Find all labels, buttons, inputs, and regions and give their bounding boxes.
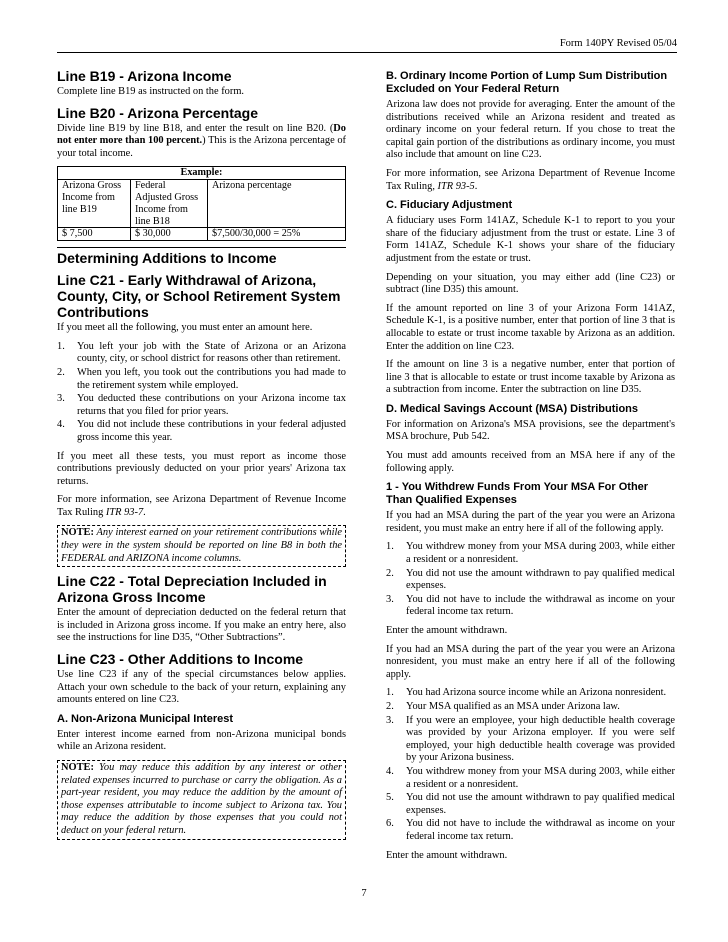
- heading-line-c23: Line C23 - Other Additions to Income: [57, 651, 304, 668]
- list-item: 3. You did not have to include the withdrawal as income on your federal income tax return.: [386, 593, 675, 618]
- example-header-fed-agi: Federal Adjusted Gross Income from line B18: [131, 180, 208, 228]
- text-c23: Use line C23 if any of the special circumstances below applies. Attach your own schedule to the back of your return, explaining any amounts entered on line C23.: [57, 669, 346, 706]
- text-c23-c-2: Depending on your situation, you may either add (line C23) or subtract (line D35) this amount.: [386, 271, 675, 296]
- text-msa-enter-2: Enter the amount withdrawn.: [386, 849, 508, 861]
- list-item: 1. You had Arizona source income while an Arizona nonresident.: [386, 687, 667, 699]
- example-value-az-gross: $ 7,500: [58, 228, 131, 241]
- heading-line-c22: Line C22 - Total Depreciation Included in Arizona Gross Income: [57, 573, 327, 606]
- text-msa-resident: If you had an MSA during the part of the year you were an Arizona resident, you must make an entry here if all of the following apply.: [386, 510, 675, 534]
- list-item: 2. You did not use the amount withdrawn to pay qualified medical expenses.: [386, 567, 675, 592]
- list-item: 5. You did not use the amount withdrawn to pay qualified medical expenses.: [386, 792, 675, 816]
- form-revision-header: Form 140PY Revised 05/04: [57, 38, 677, 53]
- list-item: 3. If you were an employee, your high deductible health coverage was provided by your Arizona employer. If you were self employed, your high deductible health coverage was provided by your Arizona business.: [386, 714, 675, 764]
- heading-determining-additions: Determining Additions to Income: [57, 247, 346, 266]
- note-c21-interest: NOTE: Any interest earned on your retirement contributions while they were in the system should be reported on line B8 in both the FEDERAL and ARIZONA income columns.: [57, 525, 346, 567]
- heading-line-b19: Line B19 - Arizona Income: [57, 68, 232, 84]
- list-item: 1. You left your job with the State of Arizona or an Arizona county, city, or school district for reasons other than retirement.: [57, 340, 346, 365]
- heading-c23-a: A. Non-Arizona Municipal Interest: [57, 712, 234, 725]
- list-item: 2. Your MSA qualified as an MSA under Arizona law.: [386, 700, 620, 712]
- text-c21-report: If you meet all these tests, you must report as income those contributions previously deducted on your prior years' Arizona tax returns.: [57, 450, 346, 487]
- text-c21-intro: If you meet all the following, you must enter an amount here.: [57, 322, 313, 334]
- text-c23-b-1: Arizona law does not provide for averaging. Enter the amount of the distributions received while an Arizona resident and treated as ordinary income on your federal return. If you chose to treat the capital gain portion of the distributions as ordinary income, you must also include that amount on line C23.: [386, 99, 675, 161]
- example-header-az-gross: Arizona Gross Income from line B19: [58, 180, 131, 228]
- list-item: 1. You withdrew money from your MSA during 2003, while either a resident or a nonresident.: [386, 541, 675, 566]
- example-header-az-percentage: Arizona percentage: [208, 180, 346, 228]
- list-c21-conditions: [57, 341, 346, 445]
- list-item: 4. You withdrew money from your MSA during 2003, while either a resident or a nonresident.: [386, 765, 675, 790]
- text-b20: Divide line B19 by line B18, and enter the result on line B20. (Do not enter more than 100 percent.) This is the Arizona percentage of your total income.: [57, 122, 346, 159]
- text-msa-nonresident: If you had an MSA during the part of the year you were an Arizona nonresident, you must make an entry here if all of the following apply.: [386, 643, 675, 680]
- note-c23-a: NOTE: You may reduce this addition by any interest or other related expenses incurred to purchase or carry the obligation. As a part-year resident, you may reduce the addition by the amount of those expenses attributable to income subject to Arizona tax. You may reduce the addition by those expenses that you could not deduct on your federal return.: [57, 760, 346, 840]
- page-number: 7: [361, 888, 367, 899]
- heading-c23-c: C. Fiduciary Adjustment: [386, 199, 513, 212]
- list-msa-nonresident: [386, 687, 675, 843]
- text-c23-a: Enter interest income earned from non-Arizona municipal bonds while an Arizona resident.: [57, 728, 346, 753]
- text-c23-c-3: If the amount reported on line 3 of your Arizona Form 141AZ, Schedule K-1, is a positive number, enter that portion of line 3 that is allocable to estate or trust income taxable by Arizona as an addition. Enter the addition on line C23.: [386, 302, 675, 352]
- list-item: 4. You did not include these contributions in your federal adjusted gross income this year.: [57, 419, 346, 443]
- heading-msa-withdrew: 1 - You Withdrew Funds From Your MSA For Other Than Qualified Expenses: [386, 481, 649, 507]
- example-value-az-percentage: $7,500/30,000 = 25%: [208, 228, 346, 241]
- text-c23-d-1: For information on Arizona's MSA provisions, see the department's MSA brochure, Pub 542.: [386, 418, 675, 443]
- left-column: [57, 62, 346, 846]
- text-c23-c-4: If the amount on line 3 is a negative number, enter that portion of line 3 that is allocable to estate or trust income taxable by Arizona as a subtraction from income. Enter the subtraction on line D35.: [386, 359, 675, 396]
- list-item: 3. You deducted these contributions on your Arizona income tax returns that you filed for prior years.: [57, 393, 346, 417]
- example-value-fed-agi: $ 30,000: [131, 228, 208, 241]
- list-item: 2. When you left, you took out the contributions you had made to the retirement system while employed.: [57, 366, 346, 391]
- text-b19: Complete line B19 as instructed on the form.: [57, 86, 244, 97]
- text-c22: Enter the amount of depreciation deducted on the federal return that is included in Arizona gross income. If you make an entry here, also see the instructions for line D35, “Other Subtractions”.: [57, 607, 346, 644]
- text-c23-d-2: You must add amounts received from an MSA here if any of the following apply.: [386, 450, 675, 474]
- example-heading: Example:: [58, 167, 346, 180]
- text-c21-ruling: For more information, see Arizona Department of Revenue Income Tax Ruling ITR 93-7.: [57, 494, 346, 518]
- right-column: [386, 62, 675, 868]
- heading-line-c21: Line C21 - Early Withdrawal of Arizona, County, City, or School Retirement System Contributions: [57, 272, 341, 321]
- example-table: [57, 166, 346, 241]
- heading-c23-d: D. Medical Savings Account (MSA) Distributions: [386, 402, 639, 415]
- heading-line-b20: Line B20 - Arizona Percentage: [57, 104, 258, 121]
- text-c23-c-1: A fiduciary uses Form 141AZ, Schedule K-1 to report to you your share of the fiduciary adjustment from the trust or estate. Line 3 of Form 141AZ, Schedule K-1 shows your share of the fiduciary adjustment from the estate or trust.: [386, 215, 675, 264]
- heading-c23-b: B. Ordinary Income Portion of Lump Sum Distribution Excluded on Your Federal Return: [386, 70, 668, 95]
- list-msa-resident: [386, 541, 675, 619]
- text-msa-enter-1: Enter the amount withdrawn.: [386, 625, 508, 636]
- list-item: 6. You did not have to include the withdrawal as income on your federal income tax return.: [386, 818, 675, 842]
- text-c23-b-2: For more information, see Arizona Department of Revenue Income Tax Ruling, ITR 93-5.: [386, 167, 675, 192]
